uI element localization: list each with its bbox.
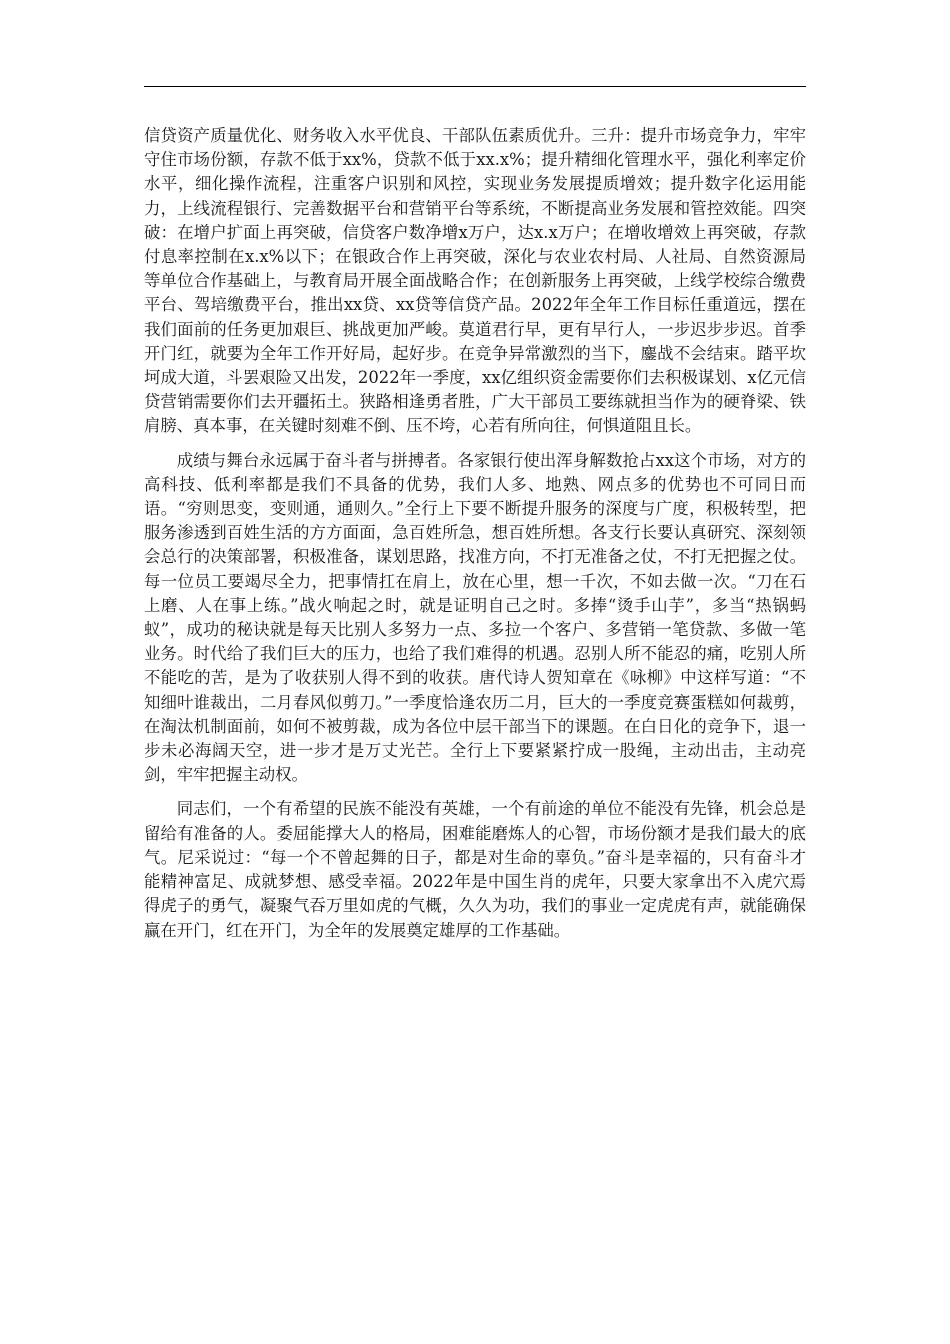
paragraph-2: 成绩与舞台永远属于奋斗者与拼搏者。各家银行使出浑身解数抢占xx这个市场，对方的高科技、低利率都是我们不具备的优势，我们人多、地熟、网点多的优势也不可同日而语。“穷则思变，变则通，通则久。”全行上下要不断提升服务的深度与广度，积极转型，把服务渗透到百姓生活的方方面面，急百姓所急，想百姓所想。各支行长要认真研究、深刻领会总行的决策部署，积极准备，谋划思路，找准方向，不打无准备之仗，不打无把握之仗。每一位员工要竭尽全力，把事情扛在肩上，放在心里，想一千次，不如去做一次。“刀在石上磨、人在事上练。”战火响起之时，就是证明自己之时。多捧“烫手山芋”，多当“热锅蚂蚁”，成功的秘诀就是每天比别人多努力一点、多拉一个客户、多营销一笔贷款、多做一笔业务。时代给了我们巨大的压力，也给了我们难得的机遇。忍别人所不能忍的痛，吃别人所不能吃的苦，是为了收获别人得不到的收获。唐代诗人贺知章在《咏柳》中这样写道：“不知细叶谁裁出，二月春风似剪刀。”一季度恰逢农历二月，巨大的一季度竞赛蛋糕如何裁剪，在淘汰机制面前，如何不被剪裁，成为各位中层干部当下的课题。在白日化的竞争下，退一步未必海阔天空，进一步才是万丈光芒。全行上下要紧紧拧成一股绳，主动出击，主动亮剑，牢牢把握主动权。 xyxy=(144,450,806,785)
document-body xyxy=(144,124,806,943)
paragraph-1: 信贷资产质量优化、财务收入水平优良、干部队伍素质优升。三升：提升市场竞争力，牢牢守住市场份额，存款不低于xx%，贷款不低于xx.x%；提升精细化管理水平，强化利率定价水平，细化操作流程，注重客户识别和风控，实现业务发展提质增效；提升数字化运用能力，上线流程银行、完善数据平台和营销平台等系统，不断提高业务发展和管控效能。四突破：在增户扩面上再突破，信贷客户数净增x万户，达x.x万户；在增收增效上再突破，存款付息率控制在x.x%以下；在银政合作上再突破，深化与农业农村局、人社局、自然资源局等单位合作基础上，与教育局开展全面战略合作；在创新服务上再突破，上线学校综合缴费平台、驾培缴费平台，推出xx贷、xx贷等信贷产品。2022年全年工作目标任重道远，摆在我们面前的任务更加艰巨、挑战更加严峻。莫道君行早，更有早行人，一步迟步步迟。首季开门红，就要为全年工作开好局，起好步。在竞争异常激烈的当下，鏖战不会结束。踏平坎坷成大道，斗罢艰险又出发，2022年一季度，xx亿组织资金需要你们去积极谋划、x亿元信贷营销需要你们去开疆拓土。狭路相逢勇者胜，广大干部员工要练就担当作为的硬脊梁、铁肩膀、真本事，在关键时刻难不倒、压不垮，心若有所向往，何惧道阻且长。 xyxy=(144,126,806,436)
paragraph-3: 同志们，一个有希望的民族不能没有英雄，一个有前途的单位不能没有先锋，机会总是留给有准备的人。委屈能撑大人的格局，困难能磨炼人的心智，市场份额才是我们最大的底气。尼采说过：“每一个不曾起舞的日子，都是对生命的辜负。”奋斗是幸福的，只有奋斗才能精神富足、成就梦想、感受幸福。2022年是中国生肖的虎年，只要大家拿出不入虎穴焉得虎子的勇气，凝聚气吞万里如虎的气概，久久为功，我们的事业一定虎虎有声，就能确保赢在开门，红在开门，为全年的发展奠定雄厚的工作基础。 xyxy=(144,799,806,940)
header-rule xyxy=(144,86,806,87)
